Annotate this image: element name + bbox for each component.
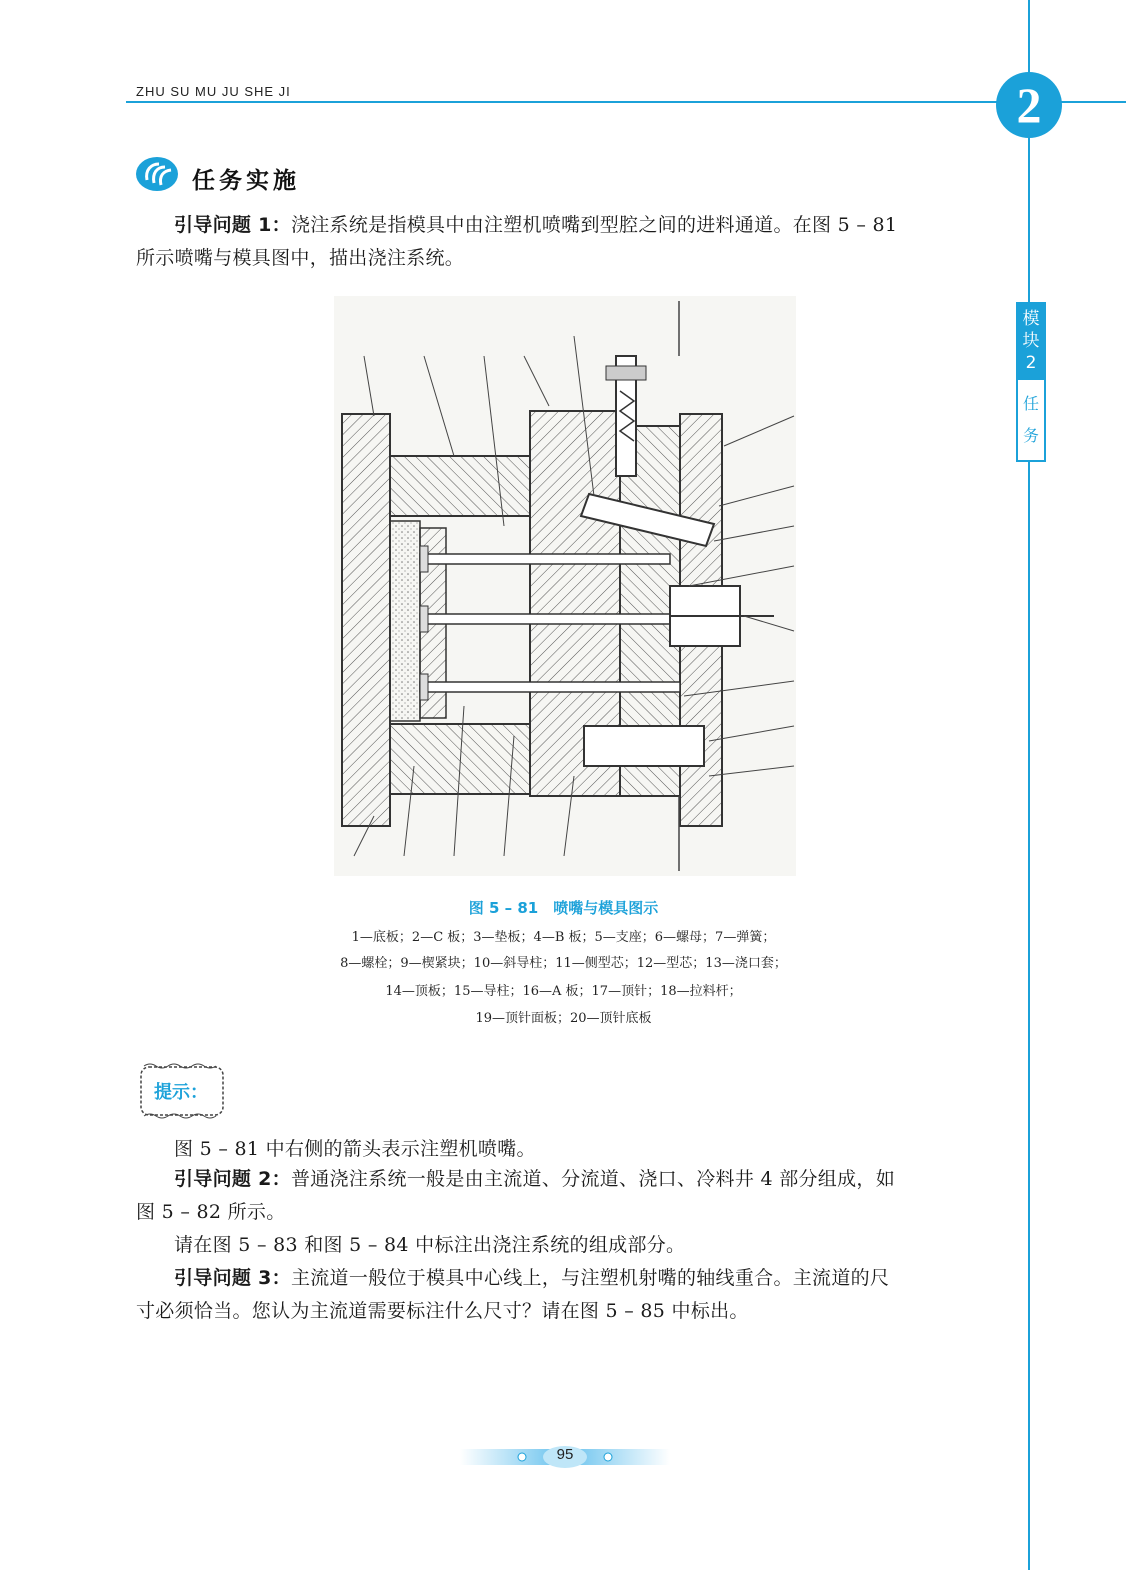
mold-drawing-figure <box>334 296 796 876</box>
task-label <box>1018 388 1044 452</box>
header-rule <box>126 101 1126 103</box>
figure-legend-line: 1—底板；2—C 板；3—垫板；4—B 板；5—支座；6—螺母；7—弹簧； <box>351 930 776 945</box>
running-header: ZHU SU MU JU SHE JI <box>136 84 291 99</box>
figure-caption: 图 5 – 81 喷嘴与模具图示 <box>468 899 659 917</box>
figure-legend-line: 14—顶板；15—导柱；16—A 板；17—顶针；18—拉料杆； <box>385 984 742 999</box>
question-3-text: 主流道一般位于模具中心线上，与注塑机射嘴的轴线重合。主流道的尺 <box>290 1267 890 1289</box>
module-label-char: 2 <box>1025 353 1037 373</box>
task-label-char: 任 <box>1022 394 1039 413</box>
hint-text: 图 5 – 81 中右侧的箭头表示注塑机喷嘴。 <box>174 1138 536 1160</box>
module-side-tab <box>1016 302 1046 462</box>
question-1-text: 所示喷嘴与模具图中，描出浇注系统。 <box>136 247 465 269</box>
question-1 <box>136 209 998 275</box>
question-2-lead: 引导问题 2： <box>174 1168 291 1190</box>
question-3-lead: 引导问题 3： <box>174 1267 291 1289</box>
module-label-char: 模 <box>1022 309 1040 329</box>
section-icon <box>135 156 179 192</box>
question-3 <box>136 1262 998 1328</box>
module-label <box>1018 304 1044 380</box>
module-label-char: 块 <box>1022 331 1040 351</box>
task-label-char: 务 <box>1022 426 1039 445</box>
section-title: 任务实施 <box>192 168 300 194</box>
question-2 <box>136 1163 998 1262</box>
hint-label: 提示： <box>154 1082 208 1103</box>
question-1-text: 浇注系统是指模具中由注塑机喷嘴到型腔之间的进料通道。在图 5 – 81 <box>290 214 898 236</box>
question-2-text: 普通浇注系统一般是由主流道、分流道、浇口、冷料井 4 部分组成，如 <box>290 1168 896 1190</box>
figure-legend-line: 19—顶针面板；20—顶针底板 <box>475 1011 652 1026</box>
question-1-lead: 引导问题 1： <box>174 214 291 236</box>
chapter-badge: 2 <box>996 72 1062 138</box>
question-2-instruction: 请在图 5 – 83 和图 5 – 84 中标注出浇注系统的组成部分。 <box>174 1234 686 1256</box>
page-number: 95 <box>556 1446 574 1463</box>
hint-badge <box>136 1062 228 1120</box>
figure-legend-line: 8—螺栓；9—楔紧块；10—斜导柱；11—侧型芯；12—型芯；13—浇口套； <box>340 956 787 971</box>
margin-rule <box>1028 0 1030 1570</box>
question-3-text: 寸必须恰当。您认为主流道需要标注什么尺寸？请在图 5 – 85 中标出。 <box>136 1300 749 1322</box>
question-2-text: 图 5 – 82 所示。 <box>136 1201 286 1223</box>
hint-text-block <box>136 1133 998 1166</box>
